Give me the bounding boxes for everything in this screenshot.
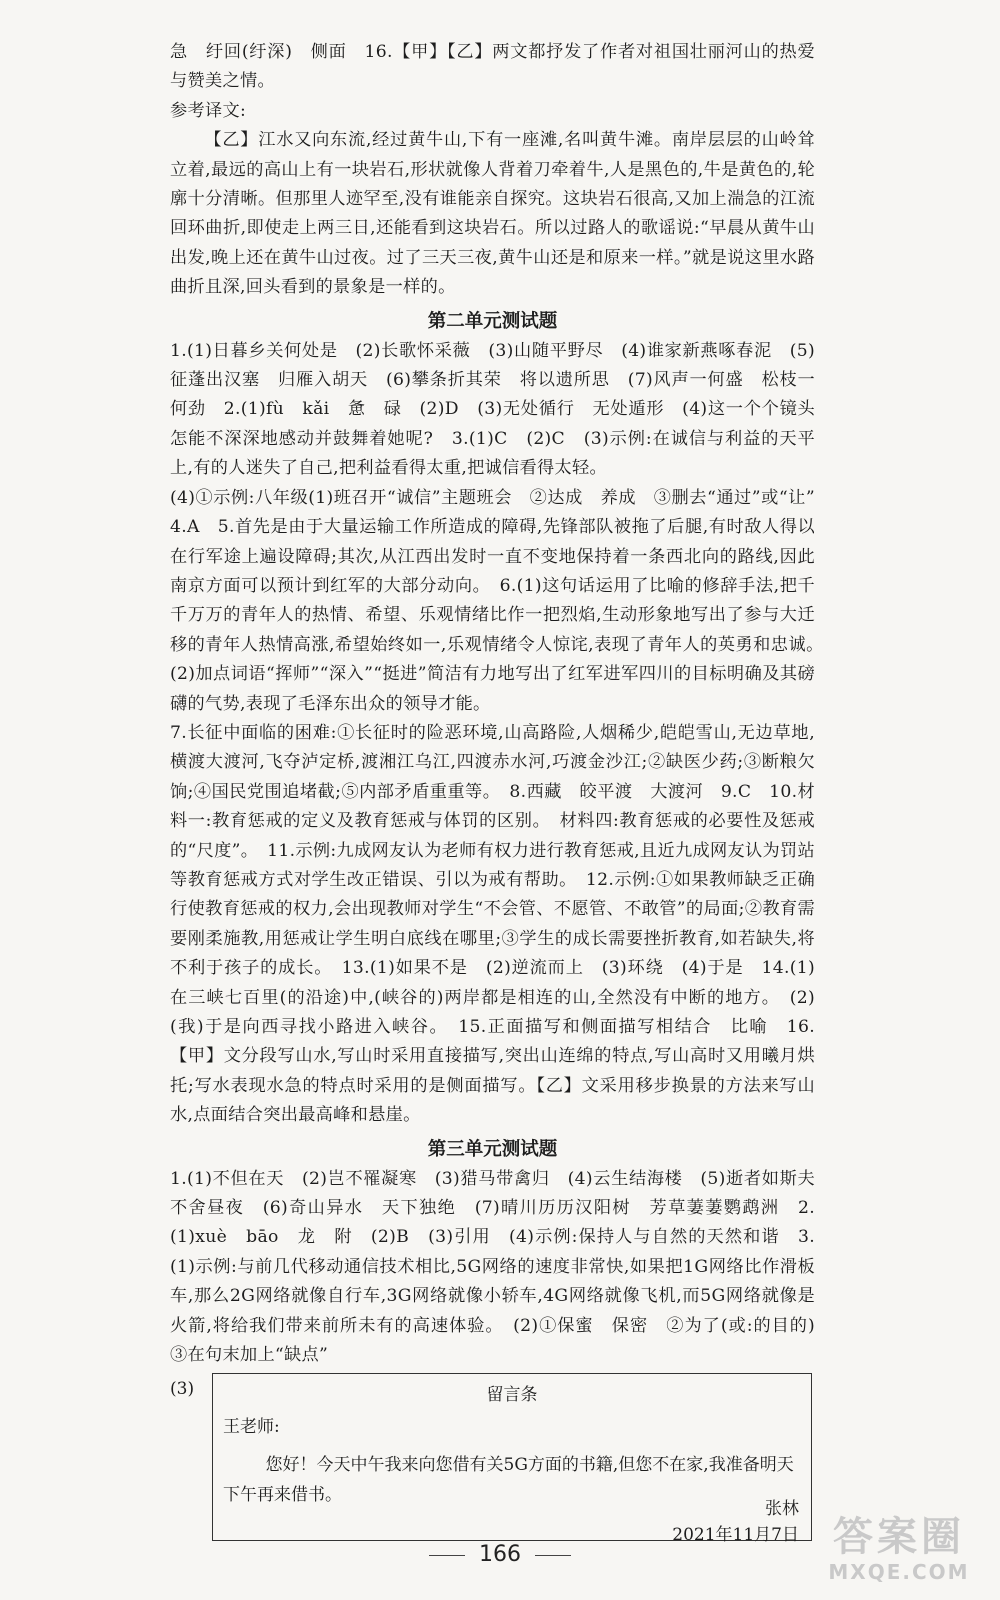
answer-content (170, 38, 833, 1546)
text-line: 急 纡回(纡深) 侧面 16.【甲】【乙】两文都抒发了作者对祖国壮丽河山的热爱与赞美之情。 (170, 42, 815, 92)
message-note-block (170, 1373, 815, 1546)
watermark-text: 答案圈 (833, 1514, 965, 1560)
dash-left (429, 1555, 465, 1556)
answer-paragraph: 1.(1)不但在天 (2)岂不罹凝寒 (3)猎马带禽归 (4)云生结海楼 (5)逝者如斯夫 不舍昼夜 (6)奇山异水 天下独绝 (7)晴川历历汉阳树 芳草萋萋鹦鹉洲 2.(1)xuè bāo 龙 附 (2)B (3)引用 (4)示例:保持人与自然的天然和谐 3.(1)示例:与前几代移动通信技术相比,5G网络的速度非常快,如果把1G网络比作滑板车,那么2G网络就像自行车,3G网络就像小轿车,4G网络就像飞机,而5G网络就像是火箭,将给我们带来前所未有的高速体验。 (2)①保蜜 保密 ②为了(或:的目的) ③在句末加上“缺点” (170, 1168, 833, 1366)
section-heading-unit2: 第二单元测试题 (427, 310, 558, 332)
answer-paragraph: 1.(1)日暮乡关何处是 (2)长歌怀采薇 (3)山随平野尽 (4)谁家新燕啄春泥 (5)征蓬出汉塞 归雁入胡天 (6)攀条折其荣 将以遗所思 (7)风声一何盛 松枝一何劲 2.(1)fù kǎi 惫 碌 (2)D (3)无处循行 无处遁形 (4)这一个个镜头怎能不深深地感动并鼓舞着她呢? 3.(1)C (2)C (3)示例:在诚信与利益的天平上,有的人迷失了自己,把利益看得太重,把诚信看得太轻。 (170, 340, 815, 479)
note-greeting: 王老师: (223, 1417, 280, 1438)
answer-paragraph: (4)①示例:八年级(1)班召开“诚信”主题班会 ②达成 养成 ③删去“通过”或“让” 4.A 5.首先是由于大量运输工作所造成的障碍,先锋部队被拖了后腿,有时敌人得以在行军途上遍设障碍;其次,从江西出发时一直不变地保持着一条西北向的路线,因此南京方面可以预计到红军的大部分动向。 6.(1)这句话运用了比喻的修辞手法,把千千万万的青年人的热情、希望、乐观情绪比作一把烈焰,生动形象地写出了参与大迁移的青年人热情高涨,希望始终如一,乐观情绪令人惊诧,表现了青年人的英勇和忠诚。 (2)加点词语“挥师”“深入”“挺进”简洁有力地写出了红军进军四川的目标明确及其磅礴的气势,表现了毛泽东出众的领导才能。 (170, 487, 833, 714)
watermark-logo (814, 1514, 984, 1582)
section-heading-unit3: 第三单元测试题 (427, 1138, 558, 1160)
message-note-box (212, 1373, 812, 1546)
page-number-text: 166 (479, 1542, 521, 1567)
watermark-url: MXQE.COM (828, 1560, 970, 1584)
translation-paragraph: 【乙】江水又向东流,经过黄牛山,下有一座滩,名叫黄牛滩。南岸层层的山岭耸立着,最远的高山上有一块岩石,形状就像人背着刀牵着牛,人是黑色的,牛是黄色的,轮廓十分清晰。但那里人迹罕至,没有谁能亲自探究。这块岩石很高,又加上湍急的江流回环曲折,即使走上两三日,还能看到这块岩石。所以过路人的歌谣说:“早晨从黄牛山出发,晚上还在黄牛山过夜。过了三天三夜,黄牛山还是和原来一样。”就是说这里水路曲折且深,回头看到的景象是一样的。 (170, 130, 815, 298)
note-body: 您好！今天中午我来向您借有关5G方面的书籍,但您不在家,我准备明天下午再来借书。 (223, 1455, 794, 1506)
answer-paragraph: 7.长征中面临的困难:①长征时的险恶环境,山高路险,人烟稀少,皑皑雪山,无边草地,横渡大渡河,飞夺泸定桥,渡湘江乌江,四渡赤水河,巧渡金沙江;②缺医少药;③断粮欠饷;④国民党围追堵截;⑤内部矛盾重重等。 8.西藏 皎平渡 大渡河 9.C 10.材料一:教育惩戒的定义及教育惩戒与体罚的区别。 材料四:教育惩戒的必要性及惩戒的“尺度”。 11.示例:九成网友认为老师有权力进行教育惩戒,且近九成网友认为罚站等教育惩戒方式对学生改正错误、引以为戒有帮助。 12.示例:①如果教师缺乏正确行使教育惩戒的权力,会出现教师对学生“不会管、不愿管、不敢管”的局面;②教育需要刚柔施教,用惩戒让学生明白底线在哪里;③学生的成长需要挫折教育,如若缺失,将不利于孩子的成长。 13.(1)如果不是 (2)逆流而上 (3)环绕 (4)于是 14.(1)在三峡七百里(的沿途)中,(峡谷的)两岸都是相连的山,全然没有中断的地方。 (2)(我)于是向西寻找小路进入峡谷。 15.正面描写和侧面描写相结合 比喻 16.【甲】文分段写山水,写山时采用直接描写,突出山连绵的特点,写山高时又用曦月烘托;写水表现水急的特点时采用的是侧面描写。【乙】文采用移步换景的方法来写山水,点面结合突出最高峰和悬崖。 (170, 722, 815, 1126)
note-date: 2021年11月7日 (672, 1525, 799, 1546)
note-question-number: (3) (170, 1379, 195, 1400)
dash-right (535, 1555, 571, 1556)
note-title: 留言条 (486, 1385, 538, 1406)
note-signature: 张林 (765, 1499, 799, 1520)
translation-label: 参考译文: (170, 100, 247, 121)
